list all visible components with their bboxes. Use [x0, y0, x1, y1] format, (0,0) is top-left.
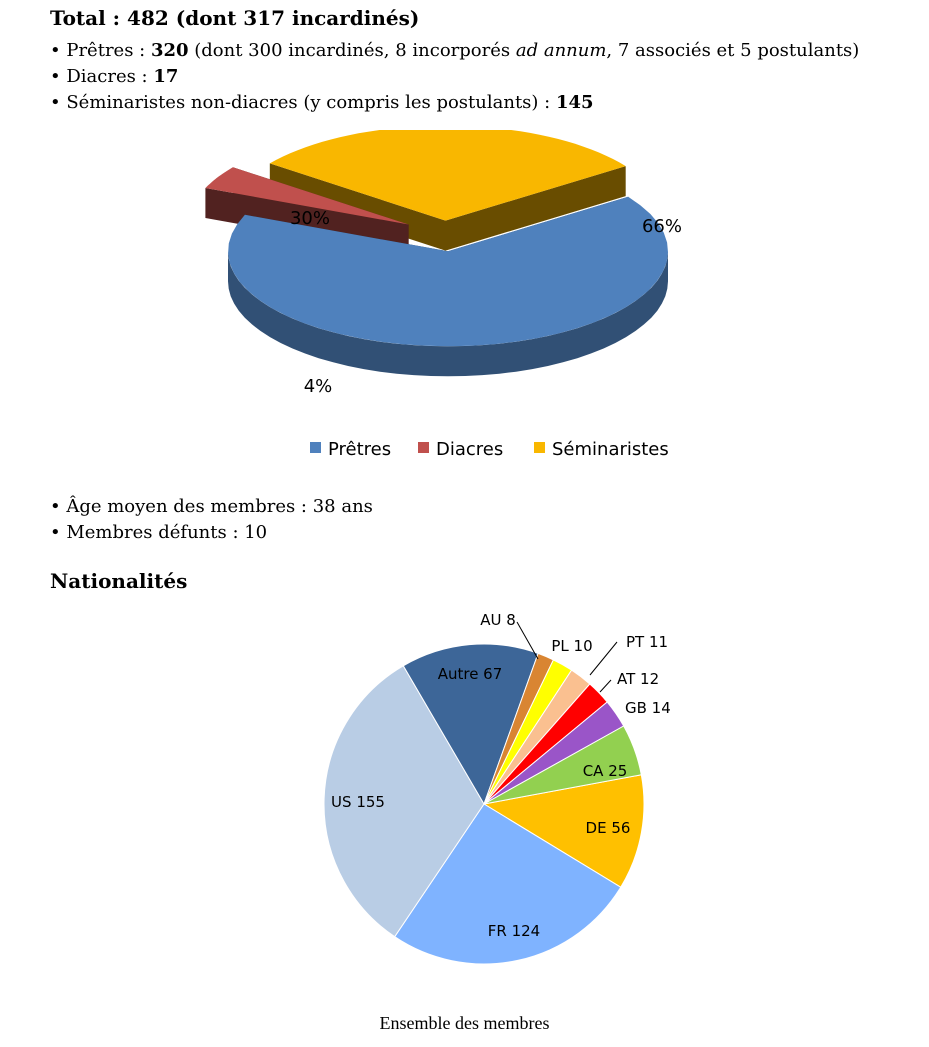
page-title: Total : 482 (dont 317 incardinés)	[50, 6, 420, 30]
legend-label-seminaristes: Séminaristes	[552, 439, 669, 460]
leader-line-pt	[590, 642, 617, 675]
data-label-us: US 155	[331, 793, 385, 811]
seminarians-line: • Séminaristes non-diacres (y compris les postulants) : 145	[50, 92, 594, 113]
data-label-ca: CA 25	[582, 762, 628, 780]
data-label-pl: PL 10	[551, 637, 593, 655]
legend-swatch-diacres	[418, 442, 429, 453]
data-label-fr: FR 124	[487, 922, 541, 940]
data-label-au: AU 8	[480, 611, 516, 629]
legend-label-pretres: Prêtres	[328, 439, 392, 460]
legend-label-diacres: Diacres	[436, 439, 504, 460]
data-label-autre: Autre 67	[437, 665, 503, 683]
leader-line-at	[600, 680, 611, 692]
data-label-pretres: 66%	[641, 216, 683, 237]
chart-caption: Ensemble des membres	[379, 1013, 550, 1033]
data-label-pt: PT 11	[626, 633, 669, 651]
legend-swatch-pretres	[310, 442, 321, 453]
deacons-line: • Diacres : 17	[50, 66, 179, 87]
data-label-at: AT 12	[617, 670, 660, 688]
priests-line: • Prêtres : 320 (dont 300 incardinés, 8 incorporés ad annum, 7 associés et 5 postulants)	[50, 40, 860, 61]
average-age-line: • Âge moyen des membres : 38 ans	[50, 496, 373, 517]
data-label-seminaristes: 30%	[289, 208, 331, 229]
legend-swatch-seminaristes	[534, 442, 545, 453]
members-pie-chart	[0, 130, 929, 470]
data-label-diacres: 4%	[303, 376, 333, 397]
deceased-line: • Membres défunts : 10	[50, 522, 268, 543]
data-label-de: DE 56	[585, 819, 631, 837]
nationalities-pie-chart	[0, 600, 929, 1000]
nationalities-heading: Nationalités	[50, 569, 188, 593]
data-label-gb: GB 14	[625, 699, 671, 717]
